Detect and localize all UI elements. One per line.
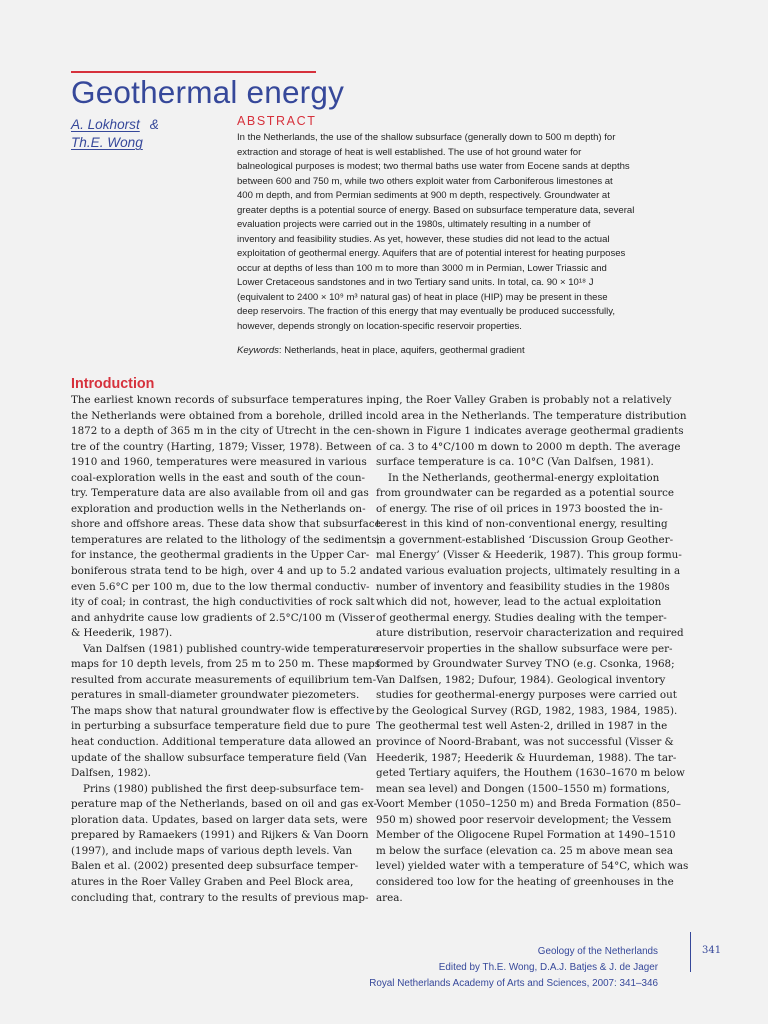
body-line: Van Dalfsen, 1982; Dufour, 1984). Geological inventory	[376, 673, 666, 686]
left-column	[71, 393, 381, 906]
body-line: mal Energy’ (Visser & Heederik, 1987). This group formu-	[376, 549, 682, 562]
body-line: tre of the country (Harting, 1879; Visser, 1978). Between	[71, 440, 372, 453]
body-line: 1872 to a depth of 365 m in the city of Utrecht in the cen-	[71, 425, 376, 438]
body-line: & Heederik, 1987).	[71, 627, 173, 640]
body-line: area.	[376, 891, 403, 904]
right-column	[376, 393, 689, 906]
body-line: atures in the Roer Valley Graben and Peel Block area,	[71, 875, 354, 888]
body-line: Dalfsen, 1982).	[71, 767, 151, 780]
body-line: for instance, the geothermal gradients in the Upper Car-	[71, 549, 370, 562]
publication-footer	[369, 944, 658, 992]
body-line: from groundwater can be regarded as a potential source	[376, 487, 675, 500]
abstract-line: 400 m depth, and from Permian sediments at 900 m depth, respectively. Groundwater at	[237, 190, 610, 201]
abstract-line: In the Netherlands, the use of the shallow subsurface (generally down to 500 m depth) for	[237, 132, 616, 143]
body-line: ature distribution, reservoir characterization and required	[376, 627, 684, 640]
author-first: A. Lokhorst	[71, 117, 140, 132]
body-line: temperatures are related to the lithology of the sediments;	[71, 533, 380, 546]
abstract-line: Lower Cretaceous sandstones and in two Tertiary sand units. In total, ca. 90 × 10¹⁸ J	[237, 277, 594, 288]
body-line: try. Temperature data are also available from oil and gas	[71, 487, 369, 500]
body-line: the Netherlands were obtained from a borehole, drilled in	[71, 409, 376, 422]
keywords-list: : Netherlands, heat in place, aquifers, geothermal gradient	[278, 345, 525, 356]
body-line: of ca. 3 to 4°C/100 m down to 2000 m depth. The average	[376, 440, 681, 453]
body-line: Prins (1980) published the first deep-subsurface tem-	[83, 782, 364, 795]
body-line: update of the shallow subsurface temperature field (Van	[71, 751, 367, 764]
body-line: peratures in small-diameter groundwater piezometers.	[71, 689, 360, 702]
body-line: surface temperature is ca. 10°C (Van Dalfsen, 1981).	[376, 456, 654, 469]
body-line: Van Dalfsen (1981) published country-wide temperature	[83, 642, 379, 655]
body-line: of geothermal energy. Studies dealing with the temper-	[376, 611, 667, 624]
body-line: cold area in the Netherlands. The temperature distribution	[376, 409, 687, 422]
body-line: in a government-established ‘Discussion Group Geother-	[376, 533, 674, 546]
body-line: The earliest known records of subsurface temperatures in	[71, 394, 377, 406]
body-line: In the Netherlands, geothermal-energy exploitation	[388, 471, 660, 484]
abstract-line: (equivalent to 2400 × 10⁹ m³ natural gas) of heat in place (HIP) may be present in these	[237, 291, 608, 303]
footer-line: Geology of the Netherlands	[537, 946, 658, 957]
abstract-line: between 600 and 750 m, while two others exploit water from Carboniferous limestones at	[237, 175, 613, 187]
abstract-line: extraction and storage of heat is well established. The use of hot ground water for	[237, 146, 582, 158]
footer-divider	[690, 932, 691, 972]
body-line: The geothermal test well Asten-2, drilled in 1987 in the	[376, 720, 668, 733]
body-line: shore and offshore areas. These data show that subsurface	[71, 518, 381, 531]
body-line: (1997), and include maps of various depth levels. Van	[71, 844, 353, 857]
author-name[interactable]: Th.E. Wong	[71, 135, 143, 150]
body-line: considered too low for the heating of greenhouses in the	[376, 875, 674, 888]
body-line: which did not, however, lead to the actual exploitation	[376, 596, 662, 609]
keywords-label: Keywords	[237, 345, 279, 356]
body-line: even 5.6°C per 100 m, due to the low thermal conductiv-	[71, 580, 370, 593]
footer-line: Royal Netherlands Academy of Arts and Sciences, 2007: 341–346	[369, 978, 658, 989]
body-line: in perturbing a subsurface temperature field due to pure	[71, 720, 371, 733]
body-line: coal-exploration wells in the east and south of the coun-	[71, 471, 366, 484]
abstract-line: exploitation of geothermal energy. Aquifers that are of potential interest for heating purposes	[237, 248, 626, 259]
section-heading-introduction: Introduction	[71, 376, 155, 392]
body-line: concluding that, contrary to the results of previous map-	[71, 891, 369, 904]
body-line: Balen et al. (2002) presented deep subsurface temper-	[71, 860, 359, 873]
body-line: perature map of the Netherlands, based on oil and gas ex-	[71, 798, 378, 811]
body-line: m below the surface (elevation ca. 25 m above mean sea	[376, 844, 674, 857]
author-name[interactable]	[71, 116, 159, 134]
body-line: ping, the Roer Valley Graben is probably not a relatively	[376, 394, 672, 406]
body-line: prepared by Ramaekers (1991) and Rijkers & Van Doorn	[71, 829, 369, 842]
body-line: ploration data. Updates, based on larger data sets, were	[71, 813, 368, 826]
footer-line: Edited by Th.E. Wong, D.A.J. Batjes & J. de Jager	[438, 962, 658, 973]
body-line: maps for 10 depth levels, from 25 m to 250 m. These maps	[71, 658, 381, 671]
abstract-line: inventory and feasibility studies. As yet, however, these studies did not lead to the actual	[237, 233, 610, 245]
body-line: studies for geothermal-energy purposes were carried out	[376, 689, 677, 702]
body-line: mean sea level) and Dongen (1500–1550 m) formations,	[376, 782, 670, 795]
keywords-line	[237, 344, 525, 358]
body-line: by the Geological Survey (RGD, 1982, 1983, 1984, 1985).	[376, 704, 678, 717]
abstract-line: balneological purposes is modest; two thermal baths use water from Eocene sands at depths	[237, 161, 630, 172]
body-line: 1910 and 1960, temperatures were measured in various	[71, 456, 367, 469]
abstract-line: greater depths is a potential source of energy. Based on subsurface temperature data, several	[237, 204, 635, 216]
title-rule	[71, 71, 316, 73]
body-line: Voort Member (1050–1250 m) and Breda Formation (850–	[376, 798, 681, 811]
body-line: formed by Groundwater Survey TNO (e.g. Csonka, 1968;	[376, 658, 675, 671]
body-line: level) yielded water with a temperature of 54°C, which was	[376, 860, 689, 873]
body-line: boniferous strata tend to be high, over 4 and up to 5.2 and	[71, 565, 380, 578]
body-line: heat conduction. Additional temperature data allowed an	[71, 736, 372, 749]
page-number: 341	[702, 945, 722, 956]
abstract-line: occur at depths of less than 100 m to more than 3000 m in Permian, Lower Triassic and	[237, 262, 607, 274]
body-line: Member of the Oligocene Rupel Formation at 1490–1510	[376, 829, 676, 842]
body-line: 950 m) showed poor reservoir development; the Vessem	[376, 813, 672, 826]
body-line: exploration and production wells in the Netherlands on-	[71, 502, 366, 515]
author-list	[71, 116, 159, 152]
body-line: and anhydrite cause low gradients of 2.5°C/100 m (Visser	[71, 611, 375, 624]
body-line: resulted from accurate measurements of equilibrium tem-	[71, 673, 377, 686]
body-line: of energy. The rise of oil prices in 1973 boosted the in-	[376, 502, 663, 515]
abstract-body	[237, 131, 657, 334]
abstract-line: deep reservoirs. The fraction of this energy that may eventually be produced successfully,	[237, 306, 616, 317]
body-line: lated various evaluation projects, ultimately resulting in a	[376, 565, 681, 578]
body-line: ity of coal; in contrast, the high conductivities of rock salt	[71, 596, 375, 609]
body-line: shown in Figure 1 indicates average geothermal gradients	[376, 425, 684, 438]
abstract-heading: ABSTRACT	[237, 114, 317, 128]
body-line: reservoir properties in the shallow subsurface were per-	[376, 642, 673, 655]
page-title: Geothermal energy	[71, 74, 345, 110]
abstract-line: however, depends strongly on location-specific reservoir properties.	[237, 320, 522, 332]
body-line: province of Noord-Brabant, was not successful (Visser &	[376, 736, 674, 749]
body-line: geted Tertiary aquifers, the Houthem (1630–1670 m below	[376, 767, 685, 780]
author-separator: &	[149, 117, 159, 132]
body-line: The maps show that natural groundwater flow is effective	[71, 704, 375, 717]
abstract-line: evaluation projects were carried out in the 1980s, ultimately resulting in a number of	[237, 219, 591, 230]
body-line: Heederik, 1987; Heederik & Huurdeman, 1988). The tar-	[376, 751, 677, 764]
body-line: number of inventory and feasibility studies in the 1980s	[376, 580, 670, 593]
body-line: terest in this kind of non-conventional energy, resulting	[376, 518, 668, 531]
